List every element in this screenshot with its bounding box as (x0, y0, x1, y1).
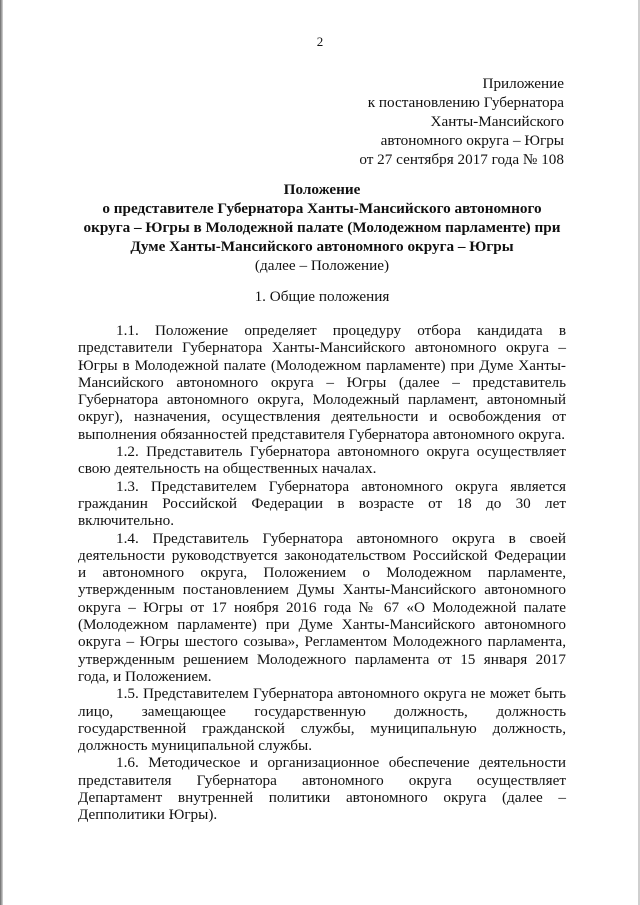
paragraph: 1.6. Методическое и организационное обеспечение деятельности представителя Губернатора автономного округа осуществляет Департамент внутренней политики автономного округа (далее – Депполитики Югры). (78, 754, 566, 824)
appendix-line: к постановлению Губернатора (367, 94, 564, 111)
scan-left-edge (0, 0, 3, 905)
paragraph: 1.4. Представитель Губернатора автономного округа в своей деятельности руководствуется законодательством Российской Федерации и автономного округа, Положением о Молодежном парламенте, утвержденным постановлением Думы Ханты-Мансийского автономного округа – Югры от 17 ноября 2016 года № 67 «О Молодежной палате (Молодежном парламенте) при Думе Ханты-Мансийского автономного округа – Югры шестого созыва», Регламентом Молодежного парламента, утвержденным решением Молодежного парламента от 15 января 2017 года, и Положением. (78, 529, 566, 685)
paragraph: 1.2. Представитель Губернатора автономного округа осуществляет свою деятельность на общественных началах. (78, 443, 566, 478)
title-line: округа – Югры в Молодежной палате (Молодежном парламенте) при (83, 219, 561, 236)
document-body (78, 322, 566, 824)
document-title (78, 180, 566, 275)
appendix-line: автономного округа – Югры (380, 132, 564, 149)
appendix-block (359, 74, 564, 169)
title-line: Думе Ханты-Мансийского автономного округа – Югры (130, 238, 514, 255)
title-subtitle: (далее – Положение) (254, 257, 390, 274)
paragraph: 1.5. Представителем Губернатора автономного округа не может быть лицо, замещающее государственную должность, должность государственной гражданской службы, муниципальную должность, должность муниципальной службы. (78, 685, 566, 755)
page-number: 2 (316, 34, 324, 49)
appendix-line: от 27 сентября 2017 года № 108 (359, 151, 564, 168)
title-line: Положение (283, 181, 361, 198)
title-line: о представителе Губернатора Ханты-Мансийского автономного (102, 200, 542, 217)
section-heading: 1. Общие положения (254, 288, 390, 305)
paragraph: 1.1. Положение определяет процедуру отбора кандидата в представители Губернатора Ханты-Мансийского автономного округа – Югры в Молодежной палате (Молодежном парламенте) при Думе Ханты-Мансийского автономного округа – Югры (далее – представитель Губернатора автономного округа, Молодежный парламент, автономный округ), назначения, осуществления деятельности и освобождения от выполнения обязанностей представителя Губернатора автономного округа. (78, 322, 566, 443)
appendix-line: Приложение (482, 75, 564, 92)
paragraph: 1.3. Представителем Губернатора автономного округа является гражданин Российской Федерации в возрасте от 18 до 30 лет включительно. (78, 477, 566, 530)
appendix-line: Ханты-Мансийского (430, 113, 564, 130)
